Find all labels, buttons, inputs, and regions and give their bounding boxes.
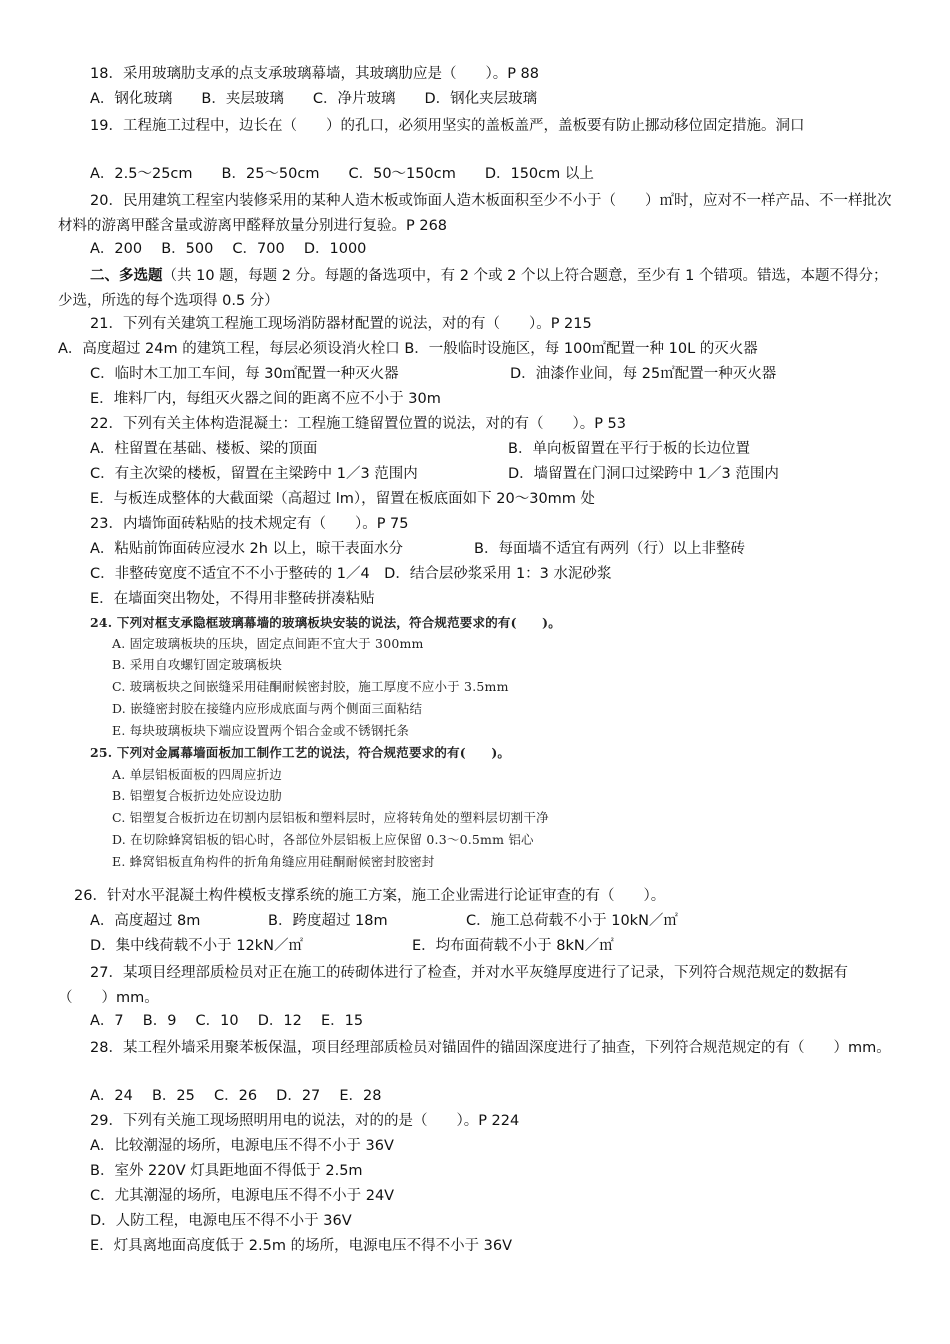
q23-option-a: A．粘贴前饰面砖应浸水 2h 以上，晾干表面水分 [90,541,404,557]
q25-option-b: B. 铝塑复合板折边处应设边肋 [112,788,283,803]
q26-option-e: E．均布面荷载不小于 8kN／㎡ [412,938,614,954]
q26-option-c: C．施工总荷载不小于 10kN／㎡ [466,913,678,929]
q24-stem: 24. 下列对框支承隐框玻璃幕墙的玻璃板块安装的说法，符合规范要求的有( )。 [90,615,561,630]
q26-option-a: A．高度超过 8m [90,913,201,929]
q28-stem: 28．某工程外墙采用聚苯板保温，项目经理部质检员对锚固件的锚固深度进行了抽查，下列符合规范规定的有（ ）mm。 [90,1040,891,1056]
q29-option-a: A．比较潮湿的场所，电源电压不得不小于 36V [90,1138,394,1154]
q25-option-a: A. 单层铝板面板的四周应折边 [112,767,282,782]
q21-option-d: D．油漆作业间，每 25㎡配置一种灭火器 [510,366,777,382]
q22-option-c: C．有主次梁的楼板，留置在主梁跨中 1／3 范围内 [90,466,418,482]
q21-option-ab: A．高度超过 24m 的建筑工程，每层必须设消火栓口 B．一般临时设施区，每 100㎡配置一种 10L 的灭火器 [58,341,758,357]
section-description: （共 10 题，每题 2 分。每题的备选项中，有 2 个或 2 个以上符合题意，至少有 1 个错项。错选，本题不得分；少选，所选的每个选项得 0.5 分） [58,268,888,309]
q21-option-c: C．临时木工加工车间，每 30㎡配置一种灭火器 [90,366,399,382]
q19-stem: 19．工程施工过程中，边长在（ ）的孔口，必须用坚实的盖板盖严，盖板要有防止挪动移位固定措施。洞口 [90,118,805,134]
q27-stem: 27．某项目经理部质检员对正在施工的砖砌体进行了检查，并对水平灰缝厚度进行了记录，下列符合规范规定的数据有（ ）mm。 [58,965,848,1006]
q24-option-c: C. 玻璃板块之间嵌缝采用硅酮耐候密封胶，施工厚度不应小于 3.5mm [112,679,509,694]
q23-option-b: B．每面墙不适宜有两列（行）以上非整砖 [474,541,745,557]
q29-option-d: D．人防工程，电源电压不得不小于 36V [90,1213,352,1229]
q22-option-b: B．单向板留置在平行于板的长边位置 [508,441,750,457]
q22-option-e: E．与板连成整体的大截面梁（高超过 lm），留置在板底面如下 20～30mm 处 [90,491,596,507]
q24-option-e: E. 每块玻璃板块下端应设置两个铝合金或不锈钢托条 [112,723,410,738]
q22-stem: 22．下列有关主体构造混凝土：工程施工缝留置位置的说法，对的有（ ）。P 53 [90,416,627,432]
q23-stem: 23．内墙饰面砖粘贴的技术规定有（ ）。P 75 [90,516,409,532]
q27-options: A．7 B．9 C．10 D．12 E．15 [90,1013,364,1029]
q22-option-a: A．柱留置在基础、楼板、梁的顶面 [90,441,318,457]
q22-option-d: D．墙留置在门洞口过梁跨中 1／3 范围内 [508,466,779,482]
q24-option-b: B. 采用自攻螺钉固定玻璃板块 [112,657,283,672]
q21-option-e: E．堆料厂内，每组灭火器之间的距离不应不小于 30m [90,391,441,407]
q28-options: A．24 B．25 C．26 D．27 E．28 [90,1088,382,1104]
q25-option-d: D. 在切除蜂窝铝板的铝心时，各部位外层铝板上应保留 0.3～0.5mm 铝心 [112,832,534,847]
q25-option-c: C. 铝塑复合板折边在切割内层铝板和塑料层时，应将转角处的塑料层切割干净 [112,810,549,825]
q24-option-a: A. 固定玻璃板块的压块，固定点间距不宜大于 300mm [112,636,424,651]
q26-option-d: D．集中线荷载不小于 12kN／㎡ [90,938,303,954]
q24-option-d: D. 嵌缝密封胶在接缝内应形成底面与两个侧面三面粘结 [112,701,423,716]
q29-option-e: E．灯具离地面高度低于 2.5m 的场所，电源电压不得不小于 36V [90,1238,513,1254]
q29-option-b: B．室外 220V 灯具距地面不得低于 2.5m [90,1163,363,1179]
q26-stem: 26．针对水平混凝土构件模板支撑系统的施工方案，施工企业需进行论证审查的有（ ）。 [74,888,666,904]
q29-stem: 29．下列有关施工现场照明用电的说法，对的的是（ ）。P 224 [90,1113,520,1129]
q20-options: A．200 B．500 C．700 D．1000 [90,241,367,257]
q18-stem: 18．采用玻璃肋支承的点支承玻璃幕墙，其玻璃肋应是（ ）。P 88 [90,66,540,82]
q21-stem: 21．下列有关建筑工程施工现场消防器材配置的说法，对的有（ ）。P 215 [90,316,592,332]
q25-stem: 25. 下列对金属幕墙面板加工制作工艺的说法，符合规范要求的有( )。 [90,745,511,760]
q23-option-cd: C．非整砖宽度不适宜不不小于整砖的 1／4 D．结合层砂浆采用 1：3 水泥砂浆 [90,566,612,582]
q18-options: A．钢化玻璃 B．夹层玻璃 C．净片玻璃 D．钢化夹层玻璃 [90,91,538,107]
q23-option-e: E．在墙面突出物处，不得用非整砖拼凑粘贴 [90,591,375,607]
section-title: 二、多选题 [90,268,163,284]
q20-stem: 20．民用建筑工程室内装修采用的某种人造木板或饰面人造木板面积至少不小于（ ）㎡时，应对不一样产品、不一样批次材料的游离甲醛含量或游离甲醛释放量分别进行复验。P 268 [58,193,892,234]
section-multi-choice [58,264,898,314]
q26-option-b: B．跨度超过 18m [268,913,388,929]
q29-option-c: C．尤其潮湿的场所，电源电压不得不小于 24V [90,1188,395,1204]
q25-option-e: E. 蜂窝铝板直角构件的折角角缝应用硅酮耐候密封胶密封 [112,854,435,869]
q19-options: A．2.5～25cm B．25～50cm C．50～150cm D．150cm 以上 [90,166,594,182]
